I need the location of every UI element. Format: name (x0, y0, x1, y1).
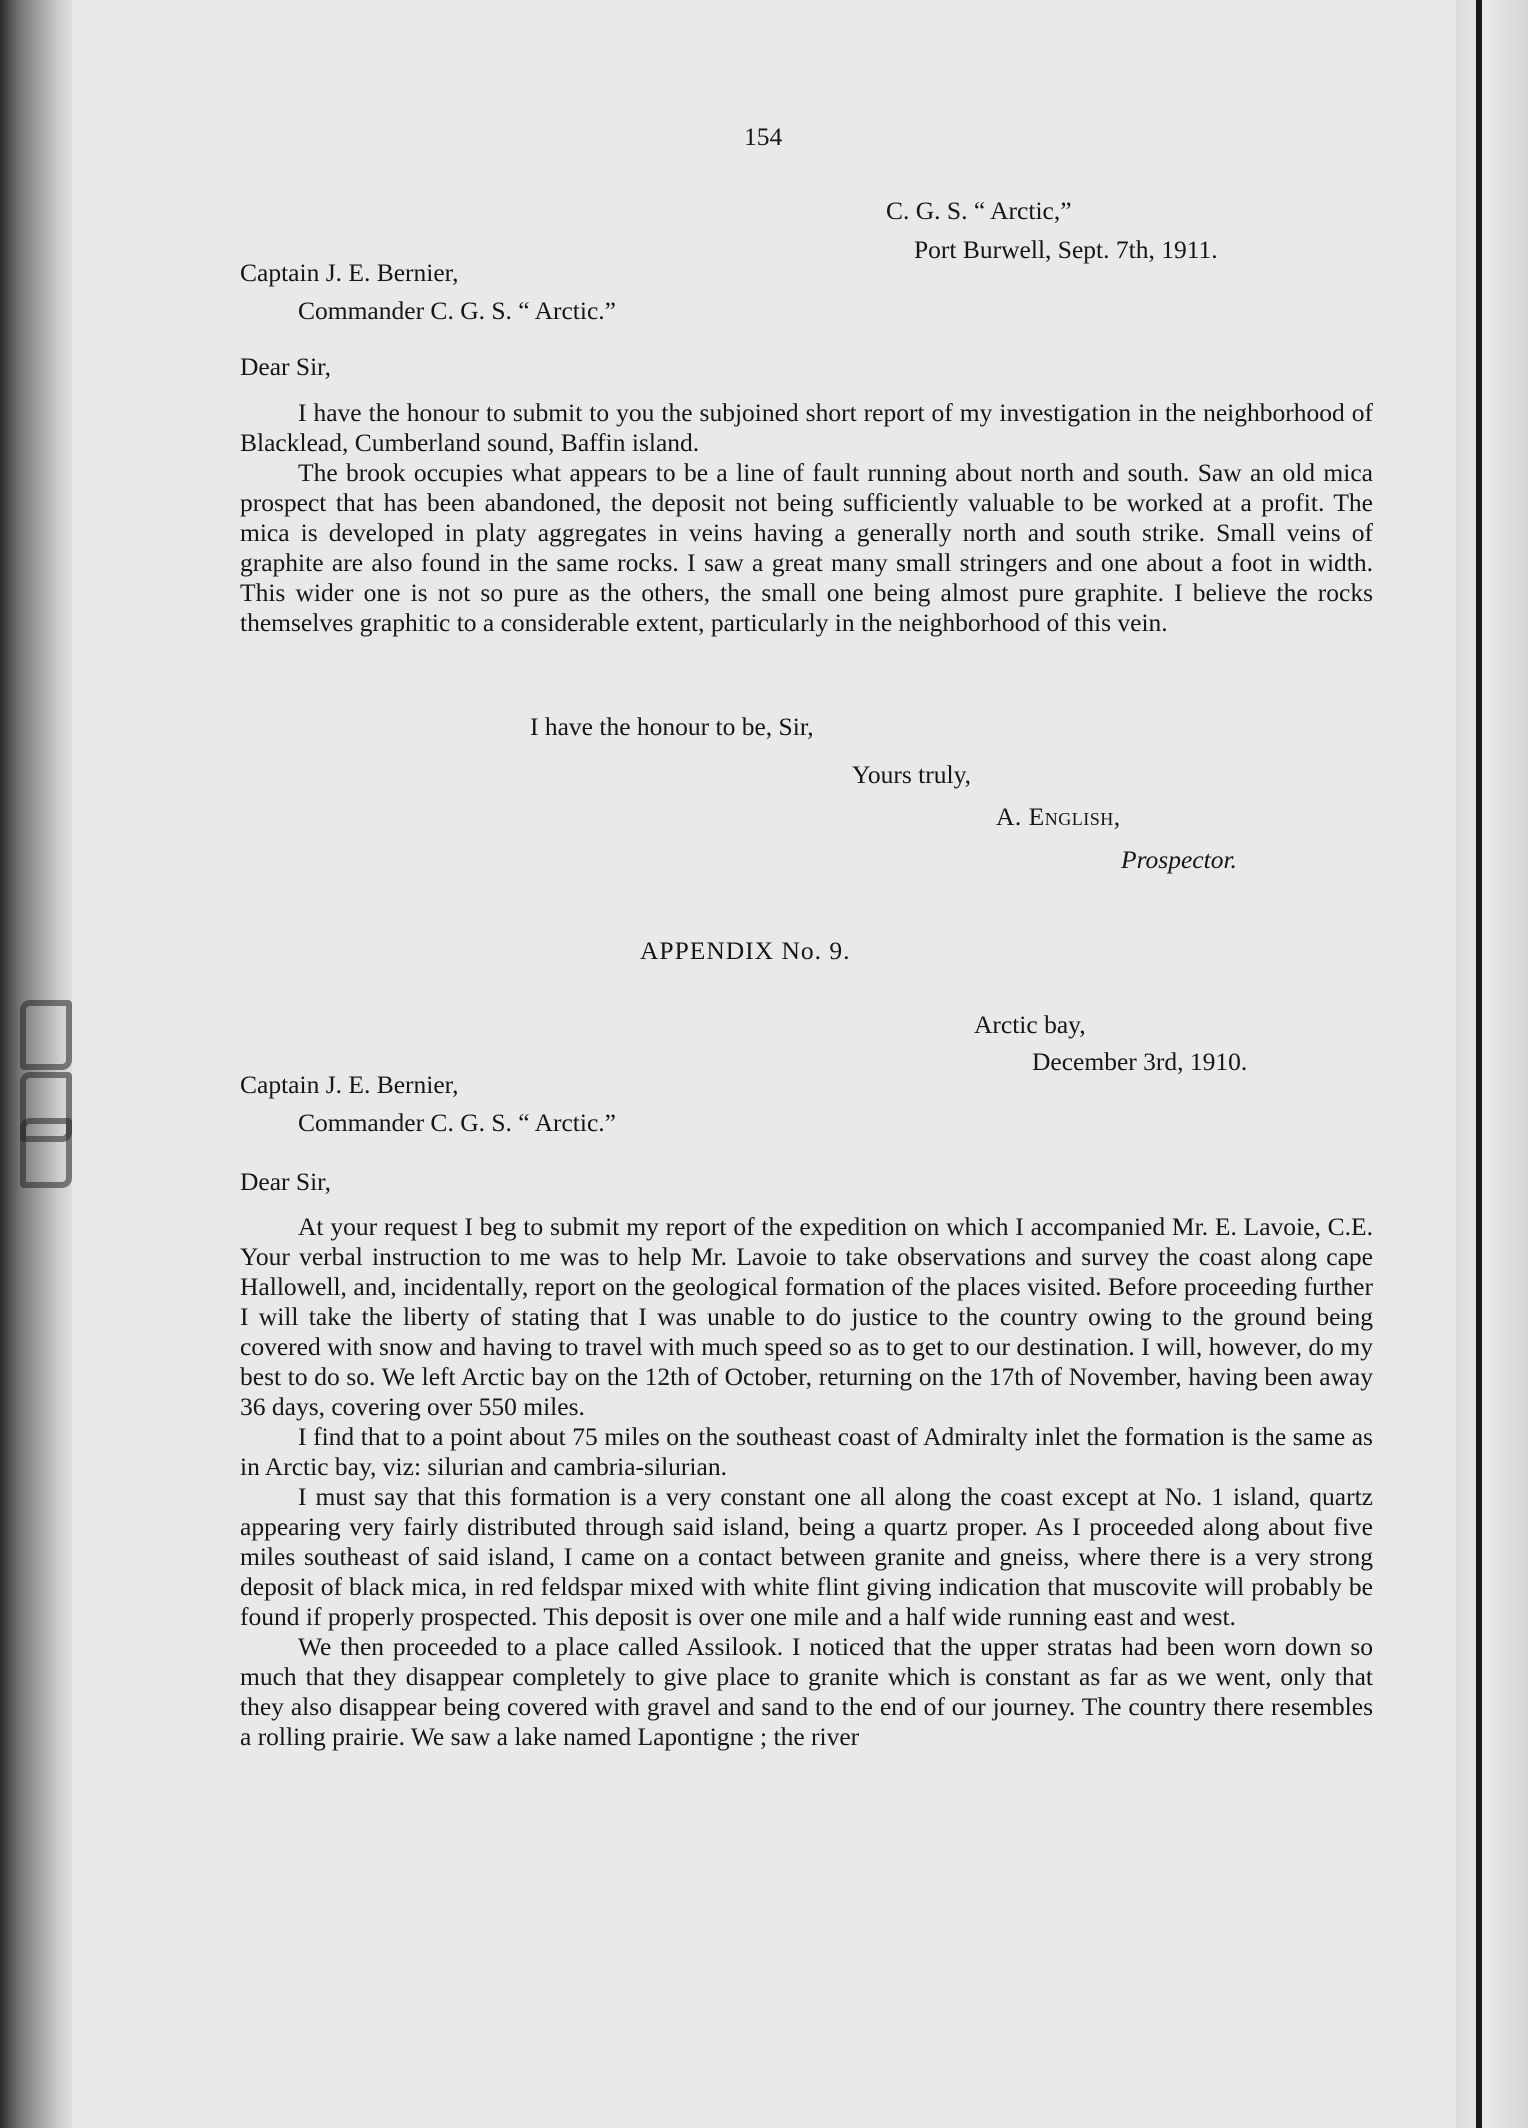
letter2-addressee-line2: Commander C. G. S. “ Arctic.” (298, 1108, 616, 1137)
page-number: 154 (744, 122, 783, 151)
letter1-body (240, 398, 1373, 638)
letter1-signature-title: Prospector. (1121, 845, 1237, 874)
letter2-place-line2: December 3rd, 1910. (1032, 1047, 1248, 1076)
letter1-closing-yours: Yours truly, (852, 760, 972, 789)
letter2-salutation: Dear Sir, (240, 1167, 332, 1196)
binding-mark (20, 1000, 72, 1070)
book-binding-shadow (0, 0, 72, 2128)
letter1-place-line1: C. G. S. “ Arctic,” (886, 196, 1072, 225)
document-page (72, 0, 1456, 2128)
letter1-place-line2: Port Burwell, Sept. 7th, 1911. (914, 235, 1218, 264)
letter2-paragraph: At your request I beg to submit my report of the expedition on which I accompanied Mr. E. Lavoie, C.E. Your verbal instruction to me was to help Mr. Lavoie to take observations and survey the coast along cape Hallowell, and, incidentally, report on the geological formation of the places visited. Before proceeding further I will take the liberty of stating that I was unable to do justice to the country owing to the ground being covered with snow and having to travel with much speed so as to get to our destination. I will, however, do my best to do so. We left Arctic bay on the 12th of October, returning on the 17th of November, having been away 36 days, covering over 550 miles. (240, 1212, 1373, 1421)
letter1-signature: A. English, (996, 802, 1121, 831)
page-edge-line (1476, 0, 1482, 2128)
letter2-body (240, 1212, 1373, 1752)
letter2-addressee-line1: Captain J. E. Bernier, (240, 1070, 459, 1099)
letter1-addressee-line2: Commander C. G. S. “ Arctic.” (298, 296, 616, 325)
binding-mark (20, 1118, 72, 1188)
letter2-paragraph: I find that to a point about 75 miles on the southeast coast of Admiralty inlet the formation is the same as in Arctic bay, viz: silurian and cambria-silurian. (240, 1422, 1373, 1481)
appendix-title: APPENDIX No. 9. (640, 936, 851, 965)
letter2-place-line1: Arctic bay, (974, 1010, 1086, 1039)
letter2-paragraph: We then proceeded to a place called Assilook. I noticed that the upper stratas had been worn down so much that they disappear completely to give place to granite which is constant as far as we went, only that they also disappear being covered with gravel and sand to the end of our journey. The country there resembles a rolling prairie. We saw a lake named Lapontigne ; the river (240, 1632, 1373, 1751)
letter1-salutation: Dear Sir, (240, 352, 332, 381)
letter2-paragraph: I must say that this formation is a very constant one all along the coast except at No. 1 island, quartz appearing very fairly distributed through said island, being a quartz proper. As I proceeded along about five miles southeast of said island, I came on a contact between granite and gneiss, where there is a very strong deposit of black mica, in red feldspar mixed with white flint giving indication that muscovite will probably be found if properly prospected. This deposit is over one mile and a half wide running east and west. (240, 1482, 1373, 1631)
adjacent-page-edge (1456, 0, 1528, 2128)
letter1-paragraph: The brook occupies what appears to be a line of fault running about north and south. Saw an old mica prospect that has been abandoned, the deposit not being sufficiently valuable to be worked at a profit. The mica is developed in platy aggregates in veins having a generally north and south strike. Small veins of graphite are also found in the same rocks. I saw a great many small stringers and one about a foot in width. This wider one is not so pure as the others, the small one being almost pure graphite. I believe the rocks themselves graphitic to a considerable extent, particularly in the neighborhood of this vein. (240, 458, 1373, 637)
letter1-paragraph: I have the honour to submit to you the subjoined short report of my investigation in the neighborhood of Blacklead, Cumberland sound, Baffin island. (240, 398, 1373, 457)
letter1-addressee-line1: Captain J. E. Bernier, (240, 258, 459, 287)
letter1-closing: I have the honour to be, Sir, (530, 712, 814, 741)
